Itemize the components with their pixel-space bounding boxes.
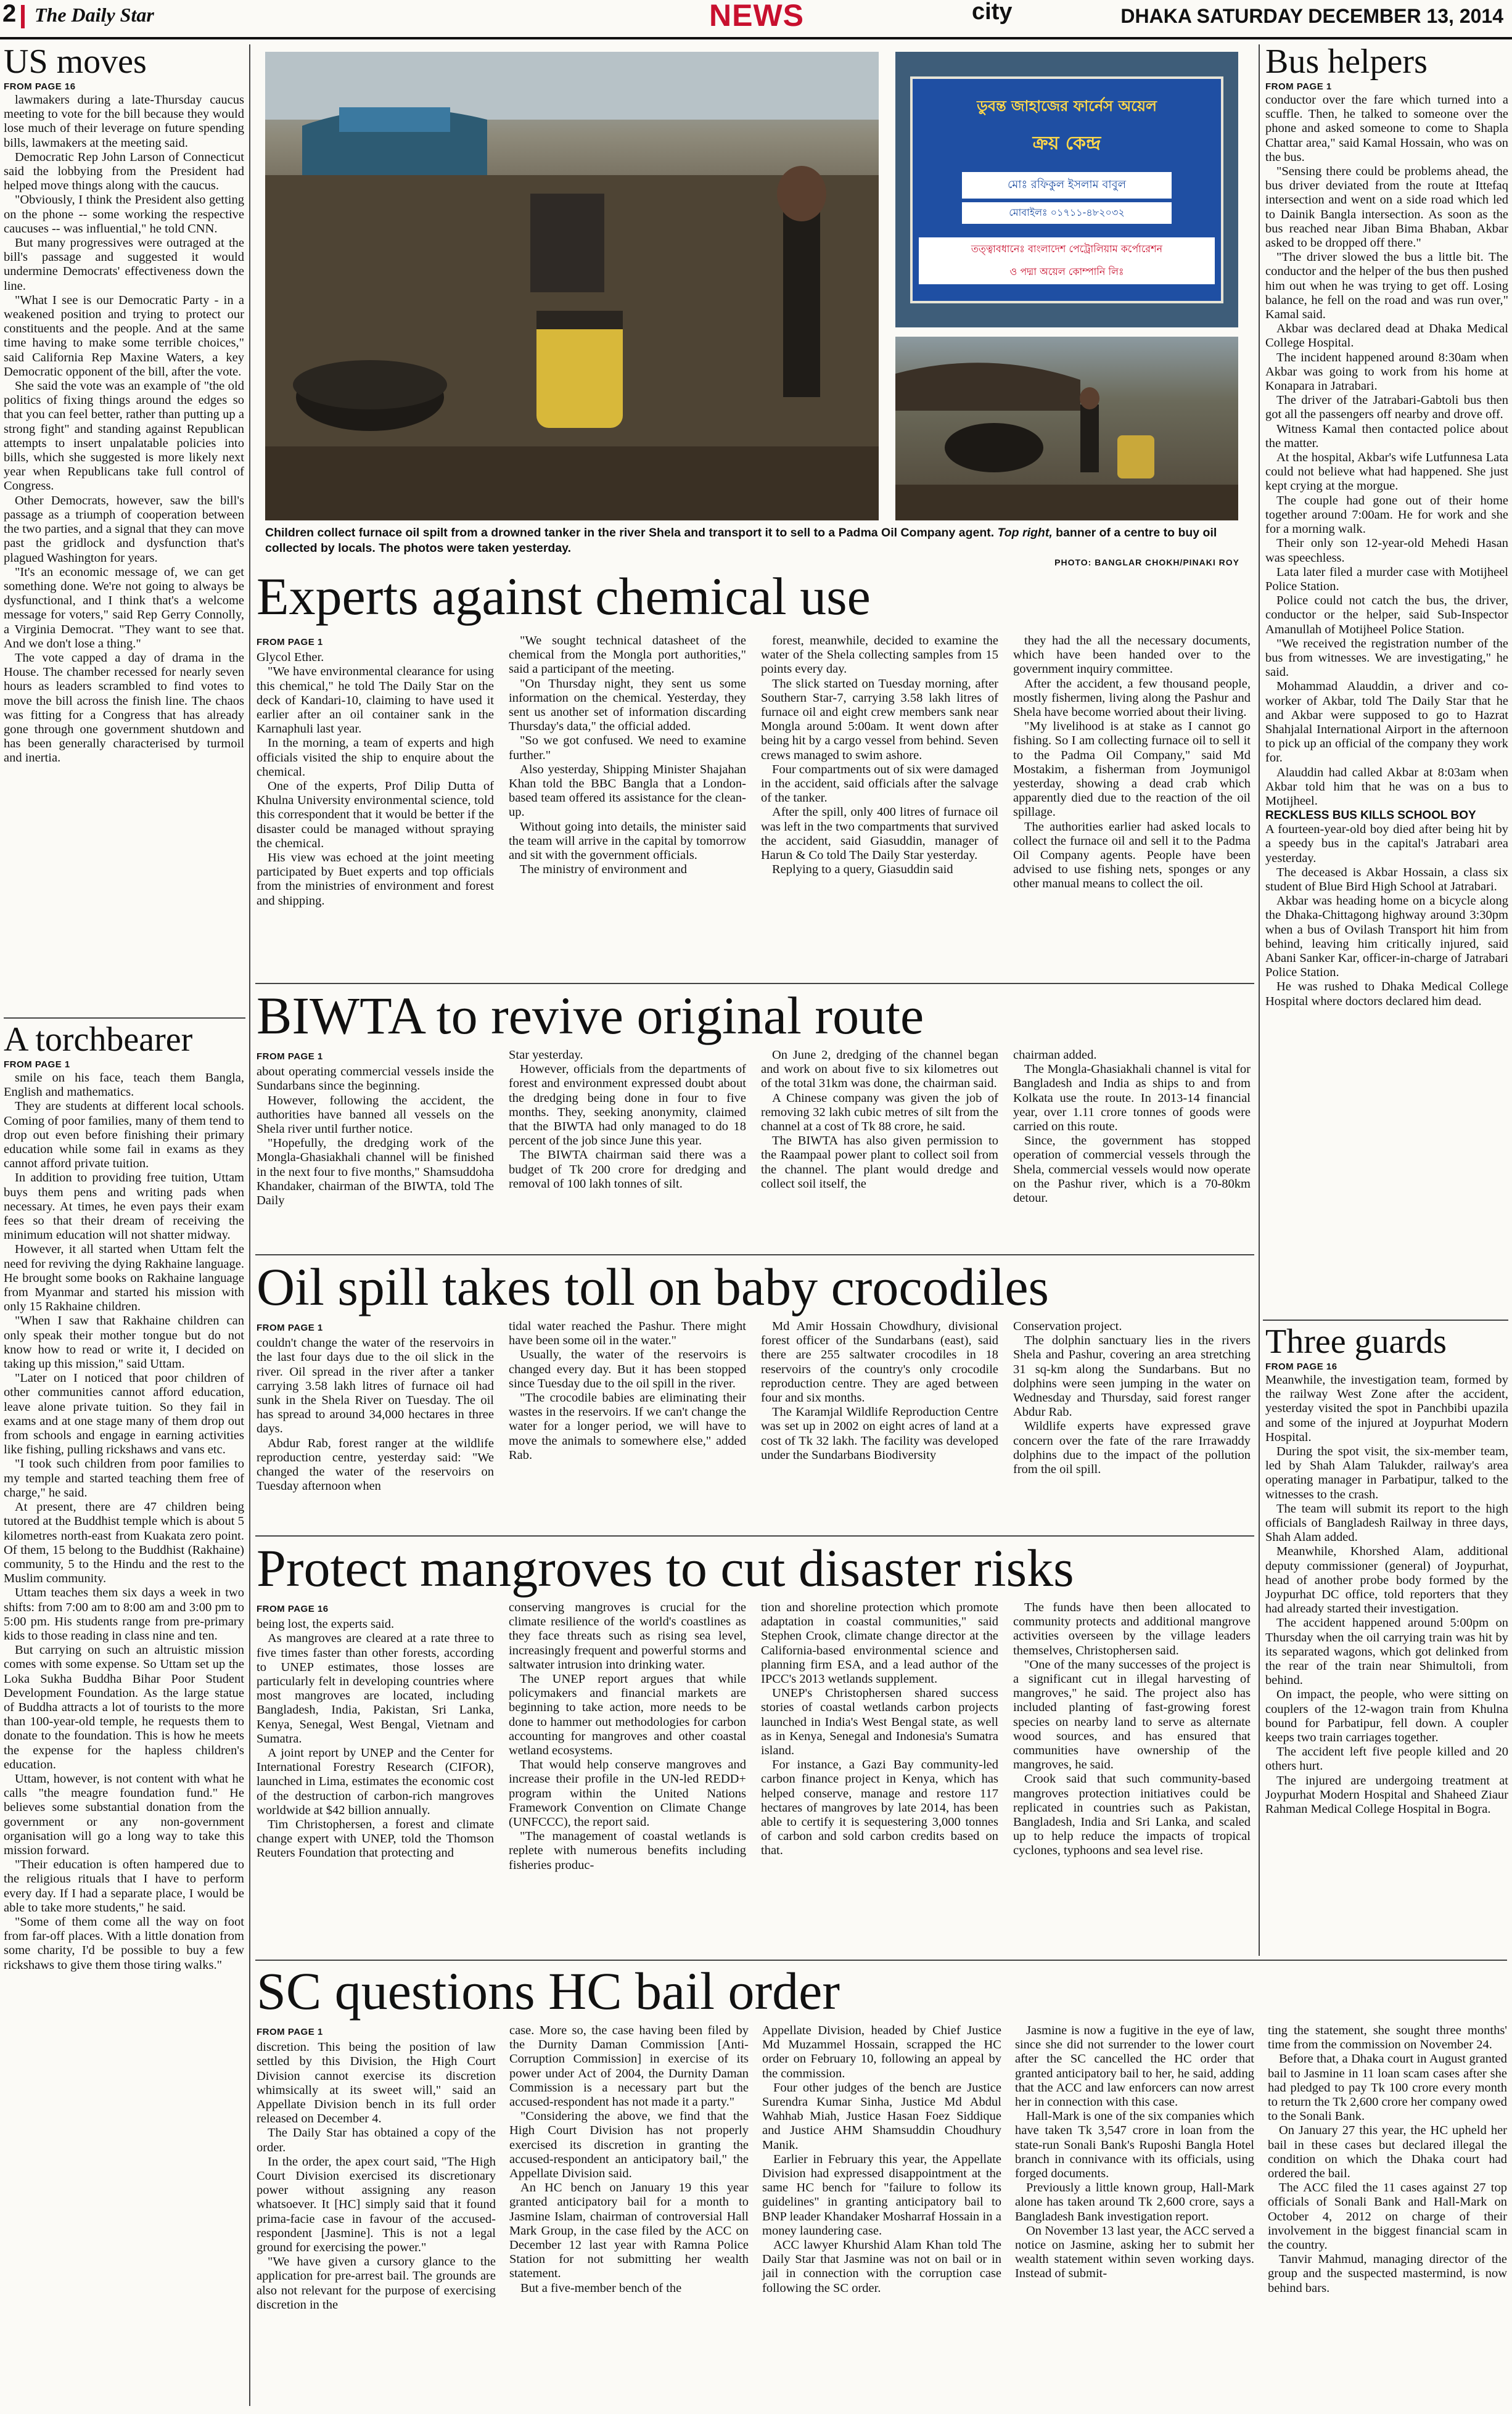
paragraph: Abdur Rab, forest ranger at the wildlife reproduction centre, yesterday said: "We changed the water of the reservoirs on Tuesday afternoon when [257,1436,494,1493]
paragraph: "It's an economic message of, we can get something done. We're not going to always be dysfunctional, and I think that's a welcome message for voters," said Rep Gerry Connolly, a Virginia Democrat. "They want to see that. And we don't lose a thing." [4,565,244,651]
paragraph: tion and shoreline protection which promote adaptation in coastal communities," said Stephen Crook, climate change director at the California-based environmental science and planning firm ESA, and a lead author of the IPCC's 2013 wetlands supplement. [761,1601,998,1686]
article-column [509,2024,749,2401]
paragraph: However, officials from the departments of forest and environment expressed doubt about the dredging being done in four to five months. They, seeking anonymity, claimed that the BIWTA had only managed to do 18 percent of the job since June this year. [509,1062,746,1148]
section-rule [4,1017,245,1019]
article-column [761,1320,998,1521]
section-rule [1263,1320,1508,1321]
paragraph: On January 27 this year, the HC upheld her bail in these cases but declared illegal the condition on which the Dhaka court had ordered the bail. [1268,2124,1507,2181]
paragraph: "The management of coastal wetlands is replete with numerous benefits including fisheries produc- [509,1829,746,1872]
banner-line: মোঃ রফিকুল ইসলাম বাবুল [962,172,1172,199]
photo-caption [265,525,1239,567]
article-three-guards [1265,1323,1508,1956]
section-rule [255,1960,1507,1961]
paragraph: "The driver slowed the bus a little bit. The conductor and the helper of the bus then pushed him out when he was trying to get off. Losing balance, he fell on the road and was run over," Kamal said. [1265,250,1508,322]
paragraph: At present, there are 47 children being tutored at the Buddhist temple which is about 5 kilometres north-east from Kuakata zero point. Of them, 15 belong to the Buddhist (Rakhaine) community, 5 to the Hindu and the rest to the Muslim community. [4,1500,244,1586]
jump-line: FROM PAGE 1 [257,1323,323,1333]
paragraph: The Karamjal Wildlife Reproduction Centre was set up in 2002 on eight acres of land at a cost of Tk 32 lakh. The facility was developed under the Sundarbans Biodiversity [761,1405,998,1462]
paragraph: case. More so, the case having been filed by the Durnity Daman Commission [Anti-Corruption Commission] in exercise of its power under Act of 2004, the Durnity Daman Commission is a necessary part but the accused-respondent has not made it a party." [509,2024,749,2109]
column-rule-right [1259,44,1260,1956]
paragraph: In addition to providing free tuition, Uttam buys them pens and writing pads when necessary. At times, he even pays their exam fees so that their dream of receiving the minimum education will not shatter midway. [4,1171,244,1242]
banner-line: তত্ত্বাবধানেঃ বাংলাদেশ পেট্রোলিয়াম কর্পোরেশন [919,237,1215,261]
paragraph: An HC bench on January 19 this year granted anticipatory bail for a month to Jasmine Islam, chairman of controversial Hall Mark Group, in the case filed by the ACC on December 12 last year with Ramna Police Station for not submitting her wealth statement. [509,2181,749,2281]
paragraph: The slick started on Tuesday morning, after Southern Star-7, carrying 3.58 lakh litres of furnace oil and eight crew members sank near Mongla around 5:00am. It went down after being hit by a cargo vessel from behind. Seven crews managed to swim ashore. [761,676,998,762]
paragraph: The team will submit its report to the high officials of Bangladesh Railway in three days, Shah Alam added. [1265,1501,1508,1545]
subhead: RECKLESS BUS KILLS SCHOOL BOY [1265,809,1476,823]
headline: BIWTA to revive original route [257,986,924,1045]
paragraph: The BIWTA chairman said there was a budget of Tk 200 crore for dredging and removal of 100 lakh tonnes of silt. [509,1148,746,1191]
paragraph: After the spill, only 400 litres of furnace oil was left in the two compartments that survived the accident, said Giasuddin, manager of Harun & Co told The Daily Star yesterday. [761,805,998,863]
paragraph: conserving mangroves is crucial for the climate resilience of the world's coastlines as they face threats such as rising sea level, increasingly frequent and powerful storms and saltwater intrusion into drinking water. [509,1601,746,1672]
paragraph: The accident happened around 5:00pm on Thursday when the oil carrying train was hit by its separated wagons, which got delinked from the rear of the train near Shimultoli, from behind. [1265,1616,1508,1688]
paragraph: Lata later filed a murder case with Motijheel Police Station. [1265,565,1508,593]
article-body [4,93,244,1040]
paragraph: The Daily Star has obtained a copy of the order. [257,2126,496,2154]
article-column [509,1048,746,1191]
paragraph: One of the experts, Prof Dilip Dutta of Khulna University environmental science, told this correspondent that it would be better if the disaster could be managed without spraying the chemical. [257,779,494,850]
paragraph: Police could not catch the bus, the driver, conductor or the helper, said Sub-Inspector Amanullah of Motijheel Police Station. [1265,594,1508,636]
paragraph: A joint report by UNEP and the Center for International Forestry Research (CIFOR), launched in Lima, estimates the economic cost of the destruction of carbon-rich mangroves worldwide at $42 billion annually. [257,1746,494,1817]
masthead-rule [0,37,1512,39]
paragraph: "Sensing there could be problems ahead, the bus driver deviated from the route at Ittefaq intersection and went on a side road which led to Dainik Bangla intersection. As soon as the bus reached near Jiban Bima Bhaban, Akbar asked to be dropped off there." [1265,165,1508,250]
paragraph: forest, meanwhile, decided to examine the water of the Shela collecting samples from 15 points every day. [761,634,998,676]
subsection-title: city [972,0,1013,25]
paragraph: On June 2, dredging of the channel began and work on about five to six kilometres out of the total 31km was done, the chairman said. [761,1048,998,1091]
article-column [1013,1048,1251,1205]
paragraph: smile on his face, teach them Bangla, English and mathematics. [4,1071,244,1099]
paragraph: The vote capped a day of drama in the House. The chamber recessed for nearly seven hours as leaders scrambled to find votes to move the bill across the finish line. The chaos was fitting for a Congress that has already gone through one government shutdown and has been generally characterised by turmoil and inertia. [4,651,244,765]
article-column [1013,634,1251,974]
paragraph: Tim Christophersen, a forest and climate change expert with UNEP, told the Thomson Reuters Foundation that protecting and [257,1818,494,1860]
article-experts [257,569,1251,974]
jump-line: FROM PAGE 1 [257,637,323,647]
article-column [509,634,746,974]
paragraph: However, it all started when Uttam felt the need for reviving the dying Rakhaine language. He brought some books on Rakhaine language from Myanmar and started his mission with only 15 Rakhaine children. [4,1242,244,1314]
paragraph: The UNEP report argues that while policymakers and financial markets are beginning to take action, more needs to be done to hammer out methodologies for carbon accounting for mangroves and other coastal wetland ecosystems. [509,1672,746,1758]
paragraph: Their only son 12-year-old Mehedi Hasan was speechless. [1265,536,1508,565]
paragraph: They are students at different local schools. Coming of poor families, many of them tend to drop out even before finishing their primary education while some fail in exams as they cannot afford private tuition. [4,1099,244,1171]
paragraph: couldn't change the water of the reservoirs in the last four days due to the oil slick in the river. Oil spread in the river after a tanker carrying 3.58 lakh litres of furnace oil had sunk in the Shela River on Tuesday. The oil has spread to around 34,000 hectares in three days. [257,1336,494,1436]
article-column [761,634,998,974]
banner [910,76,1223,303]
article-bus-helpers [1265,43,1508,1351]
paragraph: The couple had gone out of their home together around 7:00am. He for work and she for a morning walk. [1265,493,1508,536]
paragraph: Meanwhile, the investigation team, formed by the railway West Zone after the accident, yesterday visited the spot in Panchbibi upazila and some of the injured at Joypurhat Modern Hospital. [1265,1373,1508,1444]
paragraph: conductor over the fare which turned into a scuffle. Then, he talked to someone over the phone and asked someone to come to Shapla Chattar area," said Kamal Hossain, who was on the bus. [1265,93,1508,164]
paragraph: However, following the accident, the authorities have banned all vessels on the Shela river until further notice. [257,1093,494,1136]
article-body [1265,1373,1508,1956]
paragraph: Wildlife experts have expressed grave concern over the fate of the rare Irrawaddy dolphins due to the impact of the pollution from the oil spill. [1013,1419,1251,1477]
banner-line: ও পদ্মা অয়েল কোম্পানি লিঃ [919,261,1215,284]
paragraph: ACC lawyer Khurshid Alam Khan told The Daily Star that Jasmine was not on bail or in jail in connection with the corruption case following the SC order. [762,2238,1001,2295]
paragraph: UNEP's Christophersen shared success stories of coastal wetlands carbon projects launched in India's West Bengal state, as well as in Kenya, Senegal and Indonesia's Sumatra island. [761,1686,998,1758]
paragraph: In the order, the apex court said, "The High Court Division exercised its discretionary power without assigning any reason whatsoever. It [HC] simply said that it found prima-facie case in favour of the accused-respondent [Jasmine]. This is not a legal ground for exercising the power." [257,2154,496,2255]
headline: Experts against chemical use [257,567,871,626]
paragraph: "So we got confused. We need to examine further." [509,734,746,762]
article-column [257,634,494,974]
article-column [1013,1320,1251,1521]
headline: Oil spill takes toll on baby crocodiles [257,1257,1050,1316]
caption-text: banner of a centre to buy oil collected by locals. The photos were taken yesterday. [265,526,1217,555]
paragraph: But carrying on such an altruistic mission comes with some expense. So Uttam set up the Loka Sukha Buddha Bihar Poor Student Development Foundation. As the large statue of Buddha attracts a lot of tourists to the more than 100-year-old temple, he requests them to donate to the foundation. This is how he meets the expense for the hapless children's education. [4,1643,244,1771]
paragraph: After the accident, a few thousand people, mostly fishermen, living along the Pashur and Shela have become worried about their living. [1013,676,1251,720]
paragraph: He was rushed to Dhaka Medical College Hospital where doctors declared him dead. [1265,980,1508,1008]
column-rule-left [249,44,250,2406]
paragraph: "Later on I noticed that poor children of other communities cannot afford education, leave alone private tuition. So they fail in exams and at one stage many of them drop out from schools and engage in earning activities like fishing, pulling rickshaws and vans etc. [4,1371,244,1457]
paragraph: The incident happened around 8:30am when Akbar was going to work from his home at Konapara in Jatrabari. [1265,350,1508,393]
paragraph: Mohammad Alauddin, a driver and co-worker of Akbar, told The Daily Star that he and Akbar were supposed to go to Hazrat Shahjalal International Airport in the afternoon to pick up an official of the company they work for. [1265,679,1508,765]
masthead [0,0,1512,38]
paragraph: discretion. This being the position of law settled by this Division, the High Court Division cannot exercise its discretion whimsically at its sweet will," said an Appellate Division bench in its full order released on December 4. [257,2040,496,2126]
paragraph: The BIWTA has also given permission to the Raampaal power plant to collect soil from the channel. The plant would dredge and collect soil itself, the [761,1134,998,1191]
paragraph: Md Amir Hossain Chowdhury, divisional forest officer of the Sundarbans (east), said there are 255 saltwater crocodiles in 18 reservoirs of the country's only crocodile reproduction centre. They are aged between four and six months. [761,1320,998,1405]
paragraph: A fourteen-year-old boy died after being hit by a speedy bus in the capital's Jatrabari area yesterday. [1265,823,1508,865]
article-column [762,2024,1001,2401]
paragraph: Alauddin had called Akbar at 8:03am when Akbar told him that he was on a bus to Motijheel. [1265,765,1508,808]
banner-line: ডুবন্ত জাহাজের ফার্নেস অয়েল [977,97,1157,115]
paragraph: "The crocodile babies are eliminating their wastes in the reservoirs. If we can't change the water for a longer period, we will have to move the animals to somewhere else," added Rab. [509,1391,746,1462]
article-body [1265,93,1508,1351]
paragraph: On November 13 last year, the ACC served a notice on Jasmine, asking her to submit her wealth statement within seven working days. Instead of submit- [1015,2223,1254,2281]
paragraph: During the spot visit, the six-member team, led by Shah Alam Talukder, railway's area operating manager in Parbatipur, talked to the witnesses to the crash. [1265,1445,1508,1501]
paragraph: Previously a little known group, Hall-Mark alone has taken around Tk 2,600 crore, says a Bangladesh Bank investigation report. [1015,2181,1254,2223]
paragraph: Uttam teaches them six days a week in two shifts: from 7:00 am to 8:00 am and 3:00 pm to 5:00 pm. His students range from pre-primary kids to those reading in class nine and ten. [4,1586,244,1643]
article-column [257,2024,496,2401]
paragraph: chairman added. [1013,1048,1097,1062]
photo-banner [895,52,1238,327]
section-rule [255,1535,1254,1537]
article-column [509,1320,746,1521]
paragraph: The funds have then been allocated to community protects and additional mangrove activities overseen by the village leaders themselves, Christophersen said. [1013,1601,1251,1657]
article-column [761,1048,998,1191]
article-column [509,1601,746,1952]
headline: A torchbearer [4,1020,193,1059]
section-rule [255,1254,1254,1255]
page-number-bar [21,5,25,28]
photo-scene [265,52,879,520]
article-body [4,1071,244,2403]
article-crocodiles [257,1259,1251,1521]
banner-line: ক্রয় কেন্দ্র [1032,133,1101,154]
paragraph: "I took such children from poor families to my temple and started teaching them free of charge," he said. [4,1457,244,1500]
paragraph: For instance, a Gazi Bay community-led carbon finance project in Kenya, which has helped conserve, manage and restore 117 hectares of mangroves by late 2014, has been able to certify it is sequestering 3,000 tonnes of carbon and sold carbon credits based on that. [761,1758,998,1858]
article-torchbearer [4,1021,244,2403]
paragraph: Glycol Ether. [257,651,324,665]
article-mangroves [257,1540,1251,1952]
article-column [761,1601,998,1952]
headline: US moves [4,43,147,81]
paragraph: about operating commercial vessels inside the Sundarbans since the beginning. [257,1065,494,1093]
paragraph: Earlier in February this year, the Appellate Division had expressed disappointment at the same HC bench for "failure to follow its guidelines" in granting anticipatory bail to BNP leader Khandaker Mosharraf Hossain in a money laundering case. [762,2152,1001,2238]
paragraph: The injured are undergoing treatment at Joypurhat Modern Hospital and Shaheed Ziaur Rahman Medical College Hospital in Bogra. [1265,1773,1508,1817]
article-column [257,1048,494,1208]
section-title: NEWS [709,0,804,33]
paragraph: Uttam, however, is not content with what he calls "the meagre foundation fund." He believes some substantial donation from the government or any non-government organisation will go a long way to take this mission forward. [4,1771,244,1857]
paragraph: "We sought technical datasheet of the chemical from the Mongla port authorities," said a participant of the meeting. [509,634,746,676]
photo-scene [895,337,1238,520]
paragraph: "When I saw that Rakhaine children can only speak their mother tongue but do not know how to read or write it, I decided on taking up this mission," said Uttam. [4,1314,244,1371]
paragraph: "We received the registration number of the bus from witnesses. We are investigating," he said. [1265,636,1508,679]
paragraph: The deceased is Akbar Hossain, a class six student of Blue Bird High School at Jatrabari. [1265,865,1508,893]
jump-line: FROM PAGE 1 [4,1059,70,1070]
paragraph: Before that, a Dhaka court in August granted bail to Jasmine in 11 loan scam cases after she had pledged to pay Tk 100 crore every month to return the Tk 2,600 crore her company owed to the Sonali Bank. [1268,2052,1507,2124]
jump-line: FROM PAGE 16 [4,81,76,92]
article-sc-bail [257,1963,1507,2401]
paragraph: Appellate Division, headed by Chief Justice Md Muzammel Hossain, scrapped the HC order on February 10, following an appeal by the commission. [762,2024,1001,2080]
photo-boats [895,337,1238,520]
paragraph: Witness Kamal then contacted police about the matter. [1265,422,1508,450]
paragraph: being lost, the experts said. [257,1617,395,1632]
paragraph: Jasmine is now a fugitive in the eye of law, since she did not surrender to the lower court after the SC cancelled the HC order that granted anticipatory bail to her, he said, adding that the ACC and law enforcers can now arrest her in connection with this case. [1015,2024,1254,2109]
paragraph: "We have given a cursory glance to the application for pre-arrest bail. The grounds are also not relevant for the purpose of exercising discretion in the [257,2255,496,2312]
paragraph: Also yesterday, Shipping Minister Shajahan Khan told the BBC Bangla that a London-based team offered its assistance for the clean-up. [509,762,746,819]
headline: SC questions HC bail order [257,1961,840,2021]
article-column [257,1601,494,1952]
paragraph: Replying to a query, Giasuddin said [772,863,953,877]
paragraph: In the morning, a team of experts and high officials visited the ship to enquire about the chemical. [257,736,494,779]
caption-text: Children collect furnace oil spilt from a drowned tanker in the river Shela and transport it to sell to a Padma Oil Company agent. [265,526,995,540]
photo-children-collect-oil [265,52,879,520]
article-biwta [257,986,1251,1208]
paragraph: The ministry of environment and [520,863,687,877]
paragraph: Crook said that such community-based mangroves protection initiatives could be replicated in countries such as Pakistan, Bangladesh, India and Sri Lanka, and scaled up to help reduce the impacts of tropical cyclones, typhoons and sea level rise. [1013,1772,1251,1858]
paragraph: "My livelihood is at stake as I cannot go fishing. So I am collecting furnace oil to sell it to the Padma Oil Company," said Md Mostakim, a fisherman from Joymunigol yesterday, showing a dead crab which apparently died due to the reaction of the oil spillage. [1013,720,1251,819]
paragraph: Hall-Mark is one of the six companies which have taken Tk 3,547 crore in loan from the state-run Sonali Bank's Ruposhi Bangla Hotel branch in connivance with its officials, using forged documents. [1015,2109,1254,2181]
paragraph: Four other judges of the bench are Justice Surendra Kumar Sinha, Justice Md Abdul Wahhab Miah, Justice Hasan Foez Siddique and Justice AHM Shamsuddin Choudhury Manik. [762,2080,1001,2152]
paragraph: A Chinese company was given the job of removing 32 lakh cubic metres of silt from the channel at a cost of Tk 88 crore, he said. [761,1091,998,1134]
paragraph: "Some of them come all the way on foot from far-off places. With a little donation from some charity, I'd be possible to buy a few rickshaws to give them those tiring walks." [4,1915,244,1972]
paragraph: On impact, the people, who were sitting on couplers of the 12-wagon train from Khulna bound for Parbatipur, fell down. A coupler keeps two train carriages together. [1265,1688,1508,1745]
paragraph: Democratic Rep John Larson of Connecticut said the lobbying from the President had helped move things along with the caucus. [4,150,244,193]
paragraph: The dolphin sanctuary lies in the rivers Shela and Pashur, covering an area stretching 31 sq-km along the Sundarbans. But no dolphins were seen jumping in the water on Wednesday and Thursday, said forest ranger Abdur Rab. [1013,1334,1251,1419]
jump-line: FROM PAGE 1 [1265,81,1332,92]
paragraph: "Considering the above, we find that the High Court Division has not properly exercised its discretion in granting the accused-respondent an anticipatory bail," the Appellate Division said. [509,2109,749,2181]
article-us-moves [4,43,244,1040]
paper-name: The Daily Star [35,4,154,26]
headline: Bus helpers [1265,43,1428,81]
paragraph: lawmakers during a late-Thursday caucus meeting to vote for the bill because they would lose much of their leverage on future spending bills, lawmakers at the meeting said. [4,93,244,150]
paragraph: "One of the many successes of the project is a significant cut in illegal harvesting of mangroves," he said. The project also has included planting of fast-growing forest species on nearby land to serve as alternate wood sources, and has ensured that communities have ownership of the mangroves, he said. [1013,1657,1251,1772]
banner-line: মোবাইলঃ ০১৭১১-৪৮২০৩২ [962,202,1172,224]
paragraph: The authorities earlier had asked locals to collect the furnace oil and sell it to the Padma Oil Company agents. People have been advised to use fishing nets, sponges or any other manual means to collect the oil. [1013,819,1251,891]
paragraph: "Hopefully, the dredging work of the Mongla-Ghasiakhali channel will be finished in the next four to five months," Shamsuddoha Khandaker, chairman of the BIWTA, told The Daily [257,1136,494,1208]
paragraph: "On Thursday night, they sent us some information on the chemical. Yesterday, they sent us another set of information discarding Thursday's data," the official added. [509,676,746,734]
paragraph: The Mongla-Ghasiakhali channel is vital for Bangladesh and India as ships to and from Kolkata use the route. In 2013-14 financial year, over 1.11 crore tonnes of goods were carried on this route. [1013,1062,1251,1134]
jump-line: FROM PAGE 16 [1265,1361,1337,1372]
paragraph: Tanvir Mahmud, managing director of the group and the suspected mastermind, is now behind bars. [1268,2252,1507,2295]
paragraph: The driver of the Jatrabari-Gabtoli bus then got all the passengers off nearby and drove off. [1265,393,1508,422]
paragraph: Star yesterday. [509,1048,583,1062]
jump-line: FROM PAGE 1 [257,2027,323,2037]
paragraph: She said the vote was an example of "the old politics of fixing things around the edges so that you can feel better, rather than putting up a strong fight" and standing against Republican attempts to insert unpalatable policies into bills, which she suggested is more likely next year when Republicans take full control of Congress. [4,379,244,493]
paragraph: Akbar was heading home on a bicycle along the Dhaka-Chittagong highway around 3:30pm when a bus of Ovilash Transport hit him from behind, leaving him critically injured, said Abani Sanker Kar, officer-in-charge of Jatrabari Police Station. [1265,894,1508,980]
article-column [257,1320,494,1521]
jump-line: FROM PAGE 1 [257,1051,323,1062]
paragraph: they had the all the necessary documents, which have been handed over to the government inquiry committee. [1013,634,1251,676]
article-column [1013,1601,1251,1952]
article-column [1268,2024,1507,2401]
paragraph: "What I see is our Democratic Party - in a weakened position and trying to protect our constituents and the people. And at the same time having to make some terrible choices," said California Rep Maxine Waters, a key Democratic opponent of the bill, after the vote. [4,293,244,379]
paragraph: As mangroves are cleared at a rate three to five times faster than other forests, according to UNEP estimates, those losses are particularly felt in developing countries where most mangroves are located, including Bangladesh, India, Pakistan, Sri Lanka, Kenya, Senegal, West Bengal, Vietnam and Sumatra. [257,1632,494,1746]
paragraph: But many progressives were outraged at the bill's passage and suggested it would undermine Democrats' effectiveness down the line. [4,236,244,293]
paragraph: At the hospital, Akbar's wife Lutfunnesa Lata could not believe what had happened. She just kept crying at the morgue. [1265,451,1508,493]
paragraph: Akbar was declared dead at Dhaka Medical College Hospital. [1265,322,1508,350]
paragraph: Since, the government has stopped operation of commercial vessels through the Shela, commercial vessels would now operate on the Pashur river, which is a 70-80km detour. [1013,1134,1251,1205]
paragraph: Four compartments out of six were damaged in the accident, said officials after the salvage of the tanker. [761,762,998,805]
paragraph: Without going into details, the minister said the team will arrive in the capital by tomorrow and sit with the government officials. [509,819,746,863]
paragraph: ting the statement, she sought three months' time from the commission on November 24. [1268,2024,1507,2052]
dateline: DHAKA SATURDAY DECEMBER 13, 2014 [1120,5,1503,27]
paragraph: The ACC filed the 11 cases against 27 top officials of Sonali Bank and Hall-Mark on October 4, 2012 on charge of their involvement in the biggest financial scam in the country. [1268,2181,1507,2252]
photo-credit: PHOTO: BANGLAR CHOKH/PINAKI ROY [1054,557,1239,567]
paragraph: tidal water reached the Pashur. There might have been some oil in the water." [509,1320,746,1348]
paragraph: Meanwhile, Khorshed Alam, additional deputy commissioner (general) of Joypurhat, head of another probe body formed by the Joypurhat DC office, told reporters that they had already started their investigation. [1265,1545,1508,1616]
paragraph: "Their education is often hampered due to the religious rituals that I have to perform every day. If I had a separate place, I would be able to take more students," he said. [4,1858,244,1915]
paragraph: Conservation project. [1013,1320,1122,1333]
paragraph: "We have environmental clearance for using this chemical," he told The Daily Star on the deck of Kandari-10, claiming to have used it earlier after an oil container sank in the Karnaphuli last year. [257,665,494,736]
paragraph: His view was echoed at the joint meeting participated by Buet experts and top officials from the ministries of environment and forest and shipping. [257,851,494,908]
jump-line: FROM PAGE 16 [257,1604,329,1614]
paragraph: Other Democrats, however, saw the bill's passage as a triumph of cooperation between the two parties, and a signal that they can move past the gridlock and dysfunction that's plagued Washington for years. [4,493,244,565]
headline: Protect mangroves to cut disaster risks [257,1538,1074,1598]
article-column [1015,2024,1254,2401]
paragraph: That would help conserve mangroves and increase their profile in the UN-led REDD+ program within the United Nations Framework Convention on Climate Change (UNFCCC), the report said. [509,1758,746,1829]
paragraph: But a five-member bench of the [520,2281,682,2295]
paragraph: Usually, the water of the reservoirs is changed every day. But it has been stopped since Tuesday due to the oil spill in the river. [509,1348,746,1390]
paragraph: The accident left five people killed and 20 others hurt. [1265,1745,1508,1773]
section-rule [255,983,1254,984]
caption-italic: Top right, [997,526,1053,540]
page-number: 2 [2,0,17,27]
paragraph: "Obviously, I think the President also getting on the phone -- some working the respective caucuses -- was influential," he told CNN. [4,193,244,236]
headline: Three guards [1265,1323,1447,1361]
